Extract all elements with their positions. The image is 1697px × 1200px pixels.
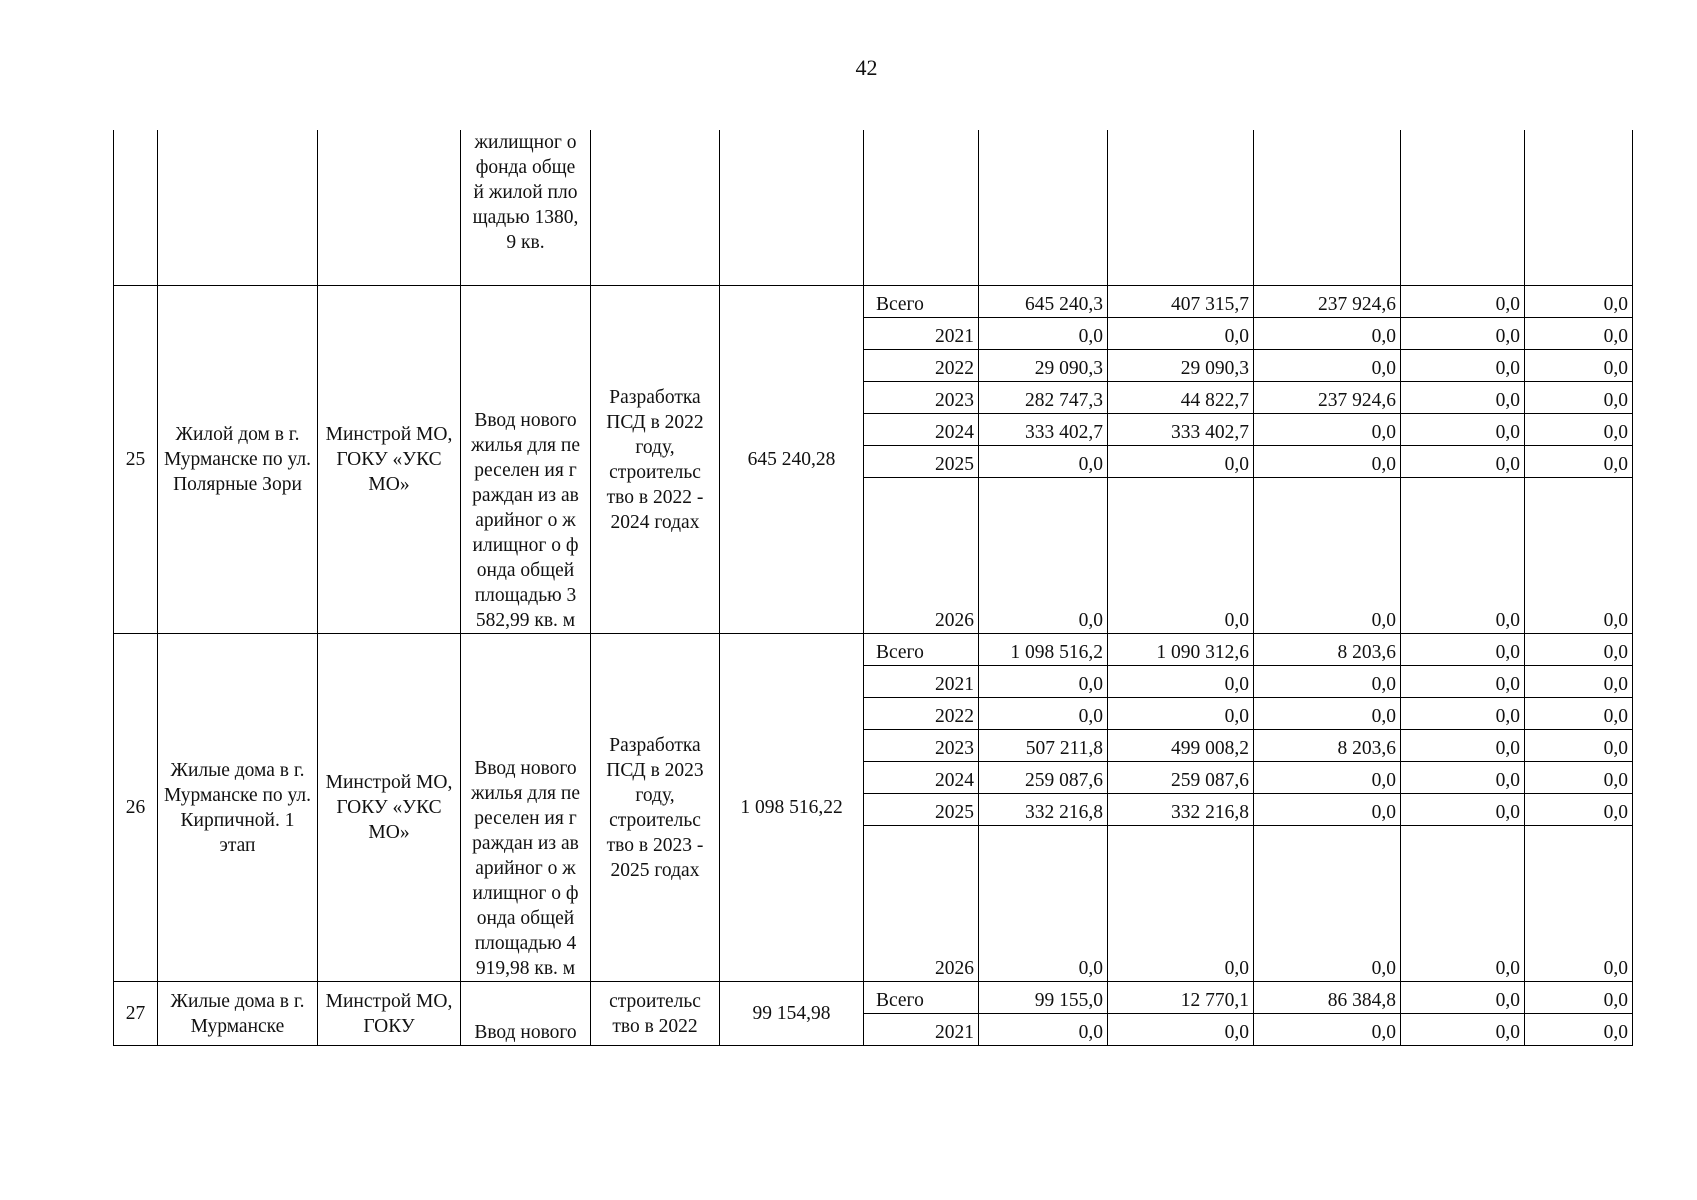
finance-year: 2026 bbox=[864, 478, 979, 634]
finance-year: 2025 bbox=[864, 446, 979, 478]
finance-source-1: 44 822,7 bbox=[1108, 382, 1254, 414]
program-table bbox=[113, 130, 1633, 1046]
finance-source-2: 0,0 bbox=[1254, 350, 1401, 382]
goal-text: Ввод нового жилья для переселен ия граждан из аварийног о жилищног о фонда общей площадью 4919,98 кв. м bbox=[471, 758, 580, 979]
finance-source-4: 0,0 bbox=[1525, 826, 1633, 982]
finance-source-3: 0,0 bbox=[1401, 826, 1525, 982]
finance-source-3: 0,0 bbox=[1401, 730, 1525, 762]
table-row bbox=[114, 982, 1633, 1014]
finance-source-1: 407 315,7 bbox=[1108, 286, 1254, 318]
finance-source-3: 0,0 bbox=[1401, 762, 1525, 794]
finance-year: 2025 bbox=[864, 794, 979, 826]
finance-total: 99 155,0 bbox=[979, 982, 1108, 1014]
finance-source-4: 0,0 bbox=[1525, 478, 1633, 634]
finance-year: 2024 bbox=[864, 762, 979, 794]
finance-source-3: 0,0 bbox=[1401, 414, 1525, 446]
cost-value: 99 154,98 bbox=[720, 982, 864, 1046]
finance-source-4: 0,0 bbox=[1525, 1014, 1633, 1046]
finance-source-1: 0,0 bbox=[1108, 1014, 1254, 1046]
finance-source-4: 0,0 bbox=[1525, 698, 1633, 730]
goal-text: Ввод нового bbox=[474, 1022, 577, 1043]
finance-source-4: 0,0 bbox=[1525, 730, 1633, 762]
row-number: 25 bbox=[114, 286, 158, 634]
finance-source-2: 0,0 bbox=[1254, 698, 1401, 730]
finance-source-2: 0,0 bbox=[1254, 1014, 1401, 1046]
row-number: 27 bbox=[114, 982, 158, 1046]
finance-source-3: 0,0 bbox=[1401, 982, 1525, 1014]
finance-source-4: 0,0 bbox=[1525, 350, 1633, 382]
finance-year: 2022 bbox=[864, 698, 979, 730]
finance-source-2: 0,0 bbox=[1254, 666, 1401, 698]
object-name: Жилые дома в г. Мурманске по ул. Кирпичной. 1 этап bbox=[158, 634, 318, 982]
finance-source-1: 0,0 bbox=[1108, 698, 1254, 730]
goal-cell bbox=[461, 982, 591, 1046]
term-text: Разработка ПСД в 2022 году, строительс тво в 2022 - 2024 годах bbox=[591, 286, 720, 634]
finance-source-4: 0,0 bbox=[1525, 982, 1633, 1014]
finance-source-2: 0,0 bbox=[1254, 478, 1401, 634]
finance-source-1: 0,0 bbox=[1108, 478, 1254, 634]
finance-source-3: 0,0 bbox=[1401, 794, 1525, 826]
finance-source-2: 86 384,8 bbox=[1254, 982, 1401, 1014]
finance-source-4: 0,0 bbox=[1525, 762, 1633, 794]
finance-total: 29 090,3 bbox=[979, 350, 1108, 382]
finance-year: 2021 bbox=[864, 318, 979, 350]
finance-source-2: 0,0 bbox=[1254, 762, 1401, 794]
goal-text: жилищног о фонда общей жилой площадью 1380,9 кв. bbox=[472, 132, 579, 253]
goal-cell bbox=[461, 286, 591, 634]
finance-year: 2023 bbox=[864, 382, 979, 414]
finance-source-1: 332 216,8 bbox=[1108, 794, 1254, 826]
finance-total: 507 211,8 bbox=[979, 730, 1108, 762]
finance-total: 0,0 bbox=[979, 1014, 1108, 1046]
finance-source-4: 0,0 bbox=[1525, 286, 1633, 318]
object-name: Жилые дома в г. Мурманске bbox=[158, 982, 318, 1046]
finance-year: 2024 bbox=[864, 414, 979, 446]
finance-source-4: 0,0 bbox=[1525, 794, 1633, 826]
finance-year: Всего bbox=[864, 286, 979, 318]
finance-source-2: 8 203,6 bbox=[1254, 730, 1401, 762]
page-number: 42 bbox=[855, 55, 878, 80]
finance-source-1: 12 770,1 bbox=[1108, 982, 1254, 1014]
goal-cell bbox=[461, 634, 591, 982]
finance-source-2: 0,0 bbox=[1254, 446, 1401, 478]
finance-total: 259 087,6 bbox=[979, 762, 1108, 794]
finance-source-2: 0,0 bbox=[1254, 794, 1401, 826]
finance-source-2: 237 924,6 bbox=[1254, 382, 1401, 414]
table-row bbox=[114, 286, 1633, 318]
table-row-continuation bbox=[114, 130, 1633, 286]
table-row bbox=[114, 634, 1633, 666]
cost-value: 645 240,28 bbox=[720, 286, 864, 634]
finance-source-2: 0,0 bbox=[1254, 826, 1401, 982]
finance-source-3: 0,0 bbox=[1401, 634, 1525, 666]
finance-year: 2026 bbox=[864, 826, 979, 982]
cost-value: 1 098 516,22 bbox=[720, 634, 864, 982]
finance-total: 645 240,3 bbox=[979, 286, 1108, 318]
finance-total: 0,0 bbox=[979, 666, 1108, 698]
finance-total: 282 747,3 bbox=[979, 382, 1108, 414]
finance-source-2: 0,0 bbox=[1254, 318, 1401, 350]
finance-total: 0,0 bbox=[979, 826, 1108, 982]
finance-year: 2023 bbox=[864, 730, 979, 762]
finance-source-3: 0,0 bbox=[1401, 446, 1525, 478]
finance-source-1: 1 090 312,6 bbox=[1108, 634, 1254, 666]
finance-source-2: 237 924,6 bbox=[1254, 286, 1401, 318]
finance-source-4: 0,0 bbox=[1525, 382, 1633, 414]
finance-total: 0,0 bbox=[979, 446, 1108, 478]
finance-source-4: 0,0 bbox=[1525, 446, 1633, 478]
finance-total: 1 098 516,2 bbox=[979, 634, 1108, 666]
finance-source-1: 259 087,6 bbox=[1108, 762, 1254, 794]
finance-source-4: 0,0 bbox=[1525, 666, 1633, 698]
finance-source-3: 0,0 bbox=[1401, 666, 1525, 698]
finance-source-1: 0,0 bbox=[1108, 826, 1254, 982]
finance-total: 0,0 bbox=[979, 318, 1108, 350]
goal-text: Ввод нового жилья для переселен ия граждан из аварийног о жилищног о фонда общей площадью 3582,99 кв. м bbox=[471, 410, 580, 631]
object-name: Жилой дом в г. Мурманске по ул. Полярные Зори bbox=[158, 286, 318, 634]
finance-source-1: 0,0 bbox=[1108, 666, 1254, 698]
finance-source-4: 0,0 bbox=[1525, 318, 1633, 350]
finance-total: 0,0 bbox=[979, 698, 1108, 730]
finance-source-1: 29 090,3 bbox=[1108, 350, 1254, 382]
finance-total: 333 402,7 bbox=[979, 414, 1108, 446]
table-body bbox=[114, 130, 1633, 1046]
responsible-party: Минстрой МО, ГОКУ bbox=[318, 982, 461, 1046]
finance-source-1: 0,0 bbox=[1108, 318, 1254, 350]
finance-source-3: 0,0 bbox=[1401, 698, 1525, 730]
finance-source-3: 0,0 bbox=[1401, 1014, 1525, 1046]
finance-year: Всего bbox=[864, 982, 979, 1014]
finance-source-4: 0,0 bbox=[1525, 414, 1633, 446]
finance-year: 2022 bbox=[864, 350, 979, 382]
term-text: строительс тво в 2022 bbox=[591, 982, 720, 1046]
finance-source-3: 0,0 bbox=[1401, 286, 1525, 318]
finance-total: 0,0 bbox=[979, 478, 1108, 634]
finance-source-3: 0,0 bbox=[1401, 318, 1525, 350]
finance-source-1: 0,0 bbox=[1108, 446, 1254, 478]
finance-source-1: 499 008,2 bbox=[1108, 730, 1254, 762]
finance-source-1: 333 402,7 bbox=[1108, 414, 1254, 446]
finance-year: 2021 bbox=[864, 666, 979, 698]
finance-source-2: 0,0 bbox=[1254, 414, 1401, 446]
finance-source-2: 8 203,6 bbox=[1254, 634, 1401, 666]
finance-source-3: 0,0 bbox=[1401, 478, 1525, 634]
finance-source-3: 0,0 bbox=[1401, 382, 1525, 414]
row-number: 26 bbox=[114, 634, 158, 982]
finance-total: 332 216,8 bbox=[979, 794, 1108, 826]
finance-year: Всего bbox=[864, 634, 979, 666]
responsible-party: Минстрой МО, ГОКУ «УКС МО» bbox=[318, 634, 461, 982]
responsible-party: Минстрой МО, ГОКУ «УКС МО» bbox=[318, 286, 461, 634]
finance-source-3: 0,0 bbox=[1401, 350, 1525, 382]
finance-source-4: 0,0 bbox=[1525, 634, 1633, 666]
term-text: Разработка ПСД в 2023 году, строительс тво в 2023 - 2025 годах bbox=[591, 634, 720, 982]
finance-year: 2021 bbox=[864, 1014, 979, 1046]
